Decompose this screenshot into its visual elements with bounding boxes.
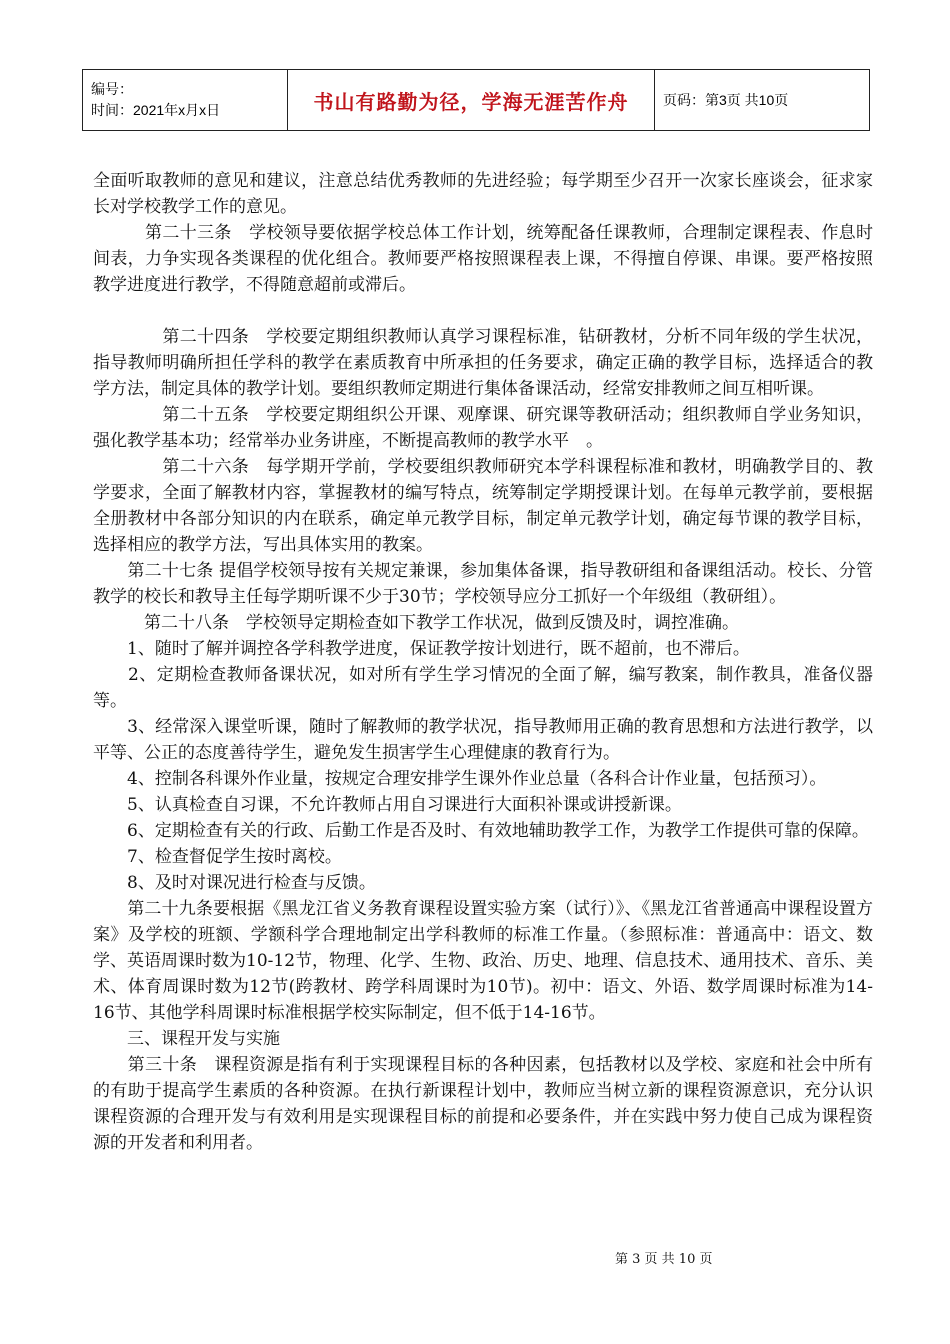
header-page-label: 页码：第3页 共10页	[655, 70, 870, 131]
paragraph: 全面听取教师的意见和建议，注意总结优秀教师的先进经验；每学期至少召开一次家长座谈会，征求家长对学校教学工作的意见。	[93, 171, 873, 217]
paragraph-spacer	[93, 298, 873, 324]
paragraph: 第二十八条 学校领导定期检查如下教学工作状况，做到反馈及时，调控准确。	[93, 613, 739, 633]
paragraph: 第二十六条 每学期开学前，学校要组织教师研究本学科课程标准和教材，明确教学目的、教学要求，全面了解教材内容，掌握教材的编写特点，统筹制定学期授课计划。在每单元教学前，要根据全册教材中各部分知识的内在联系，确定单元教学目标，制定单元教学计划，确定每节课的教学目标，选择相应的教学方法，写出具体实用的教案。	[93, 457, 873, 555]
paragraph: 3、经常深入课堂听课，随时了解教师的教学状况，指导教师用正确的教育思想和方法进行教学，以平等、公正的态度善待学生，避免发生损害学生心理健康的教育行为。	[93, 717, 873, 763]
document-body	[93, 168, 873, 1156]
document-time-label: 时间：2021年x月x日	[91, 102, 221, 118]
paragraph: 6、定期检查有关的行政、后勤工作是否及时、有效地辅助教学工作，为教学工作提供可靠的保障。	[93, 821, 869, 841]
paragraph: 5、认真检查自习课，不允许教师占用自习课进行大面积补课或讲授新课。	[93, 795, 682, 815]
paragraph: 第三十条 课程资源是指有利于实现课程目标的各种因素，包括教材以及学校、家庭和社会中所有的有助于提高学生素质的各种资源。在执行新课程计划中，教师应当树立新的课程资源意识，充分认识课程资源的合理开发与有效利用是实现课程目标的前提和必要条件，并在实践中努力使自己成为课程资源的开发者和利用者。	[93, 1055, 873, 1153]
paragraph: 第二十七条 提倡学校领导按有关规定兼课，参加集体备课，指导教研组和备课组活动。校长、分管教学的校长和教导主任每学期听课不少于30节；学校领导应分工抓好一个年级组（教研组）。	[93, 561, 873, 607]
paragraph: 2、定期检查教师备课状况，如对所有学生学习情况的全面了解，编写教案，制作教具，准备仪器等。	[93, 665, 873, 711]
document-number-label: 编号：	[91, 81, 133, 97]
document-header	[82, 69, 870, 131]
paragraph: 第二十九条要根据《黑龙江省义务教育课程设置实验方案（试行）》、《黑龙江省普通高中课程设置方案》及学校的班额、学额科学合理地制定出学科教师的标准工作量。（参照标准：普通高中：语文、数学、英语周课时数为10-12节，物理、化学、生物、政治、历史、地理、信息技术、通用技术、音乐、美术、体育周课时数为12节(跨教材、跨学科周课时为10节)。初中：语文、外语、数学周课时标准为14-16节、其他学科周课时标准根据学校实际制定，但不低于14-16节。	[93, 899, 874, 1023]
header-meta-cell	[83, 70, 288, 131]
section-heading: 三、课程开发与实施	[93, 1029, 280, 1049]
header-motto: 书山有路勤为径，学海无涯苦作舟	[288, 70, 655, 131]
page-footer: 第 3 页 共 10 页	[615, 1252, 713, 1267]
paragraph: 7、检查督促学生按时离校。	[93, 847, 342, 867]
paragraph: 第二十三条 学校领导要依据学校总体工作计划，统筹配备任课教师，合理制定课程表、作息时间表，力争实现各类课程的优化组合。教师要严格按照课程表上课，不得擅自停课、串课。要严格按照教学进度进行教学，不得随意超前或滞后。	[93, 223, 873, 295]
paragraph: 8、及时对课况进行检查与反馈。	[93, 873, 376, 893]
paragraph: 1、随时了解并调控各学科教学进度，保证教学按计划进行，既不超前，也不滞后。	[93, 639, 750, 659]
paragraph: 第二十五条 学校要定期组织公开课、观摩课、研究课等教研活动；组织教师自学业务知识，强化教学基本功；经常举办业务讲座，不断提高教师的教学水平 。	[93, 405, 873, 451]
paragraph: 第二十四条 学校要定期组织教师认真学习课程标准，钻研教材，分析不同年级的学生状况，指导教师明确所担任学科的教学在素质教育中所承担的任务要求，确定正确的教学目标，选择适合的教学方法，制定具体的教学计划。要组织教师定期进行集体备课活动，经常安排教师之间互相听课。	[93, 327, 873, 399]
paragraph: 4、控制各科课外作业量，按规定合理安排学生课外作业总量（各科合计作业量，包括预习）。	[93, 769, 827, 789]
